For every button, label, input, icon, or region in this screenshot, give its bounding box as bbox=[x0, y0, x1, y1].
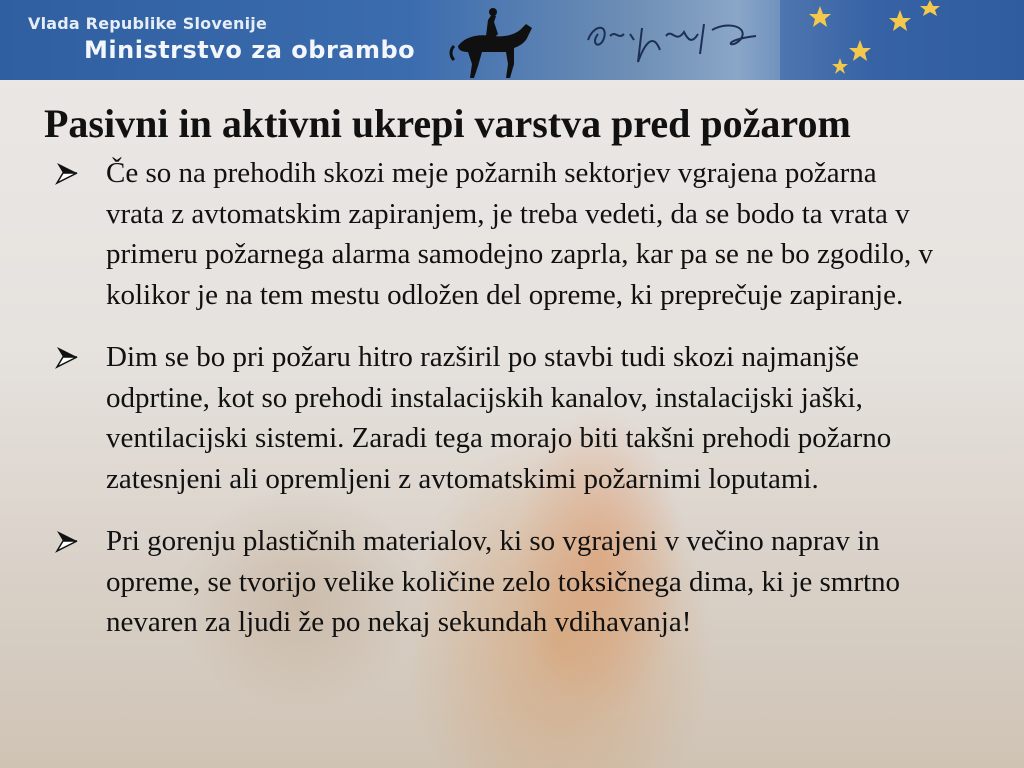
eu-stars-icon bbox=[780, 0, 1024, 80]
signature-icon bbox=[580, 10, 780, 70]
slide-title: Pasivni in aktivni ukrepi varstva pred požarom bbox=[44, 101, 851, 146]
government-label: Vlada Republike Slovenije bbox=[28, 14, 268, 33]
bullet-list bbox=[54, 153, 934, 665]
header-banner bbox=[0, 0, 1024, 80]
ministry-label: Ministrstvo za obrambo bbox=[84, 36, 416, 64]
list-item bbox=[54, 337, 934, 499]
list-item bbox=[54, 153, 934, 315]
bullet-text: Če so na prehodih skozi meje požarnih sektorjev vgrajena požarna vrata z avtomatskim zapiranjem, je treba vedeti, da se bodo ta vrata v primeru požarnega alarma samodejno zaprla, kar pa se ne bo zgodilo, v kolikor je na tem mestu odložen del opreme, ki preprečuje zapiranje. bbox=[106, 157, 933, 311]
bullet-text: Dim se bo pri požaru hitro razširil po stavbi tudi skozi najmanjše odprtine, kot so prehodi instalacijskih kanalov, instalacijski jaški, ventilacijski sistemi. Zaradi tega morajo biti takšni prehodi požarno zatesnjeni ali opremljeni z avtomatskimi požarnimi loputami. bbox=[106, 341, 892, 495]
arrow-bullet-icon bbox=[54, 160, 80, 186]
horse-rider-icon bbox=[448, 6, 540, 80]
arrow-bullet-icon bbox=[54, 344, 80, 370]
arrow-bullet-icon bbox=[54, 528, 80, 554]
bullet-text: Pri gorenju plastičnih materialov, ki so vgrajeni v večino naprav in opreme, se tvorijo velike količine zelo toksičnega dima, ki je smrtno nevaren za ljudi že po nekaj sekundah vdihavanja! bbox=[106, 525, 901, 638]
list-item bbox=[54, 521, 934, 643]
